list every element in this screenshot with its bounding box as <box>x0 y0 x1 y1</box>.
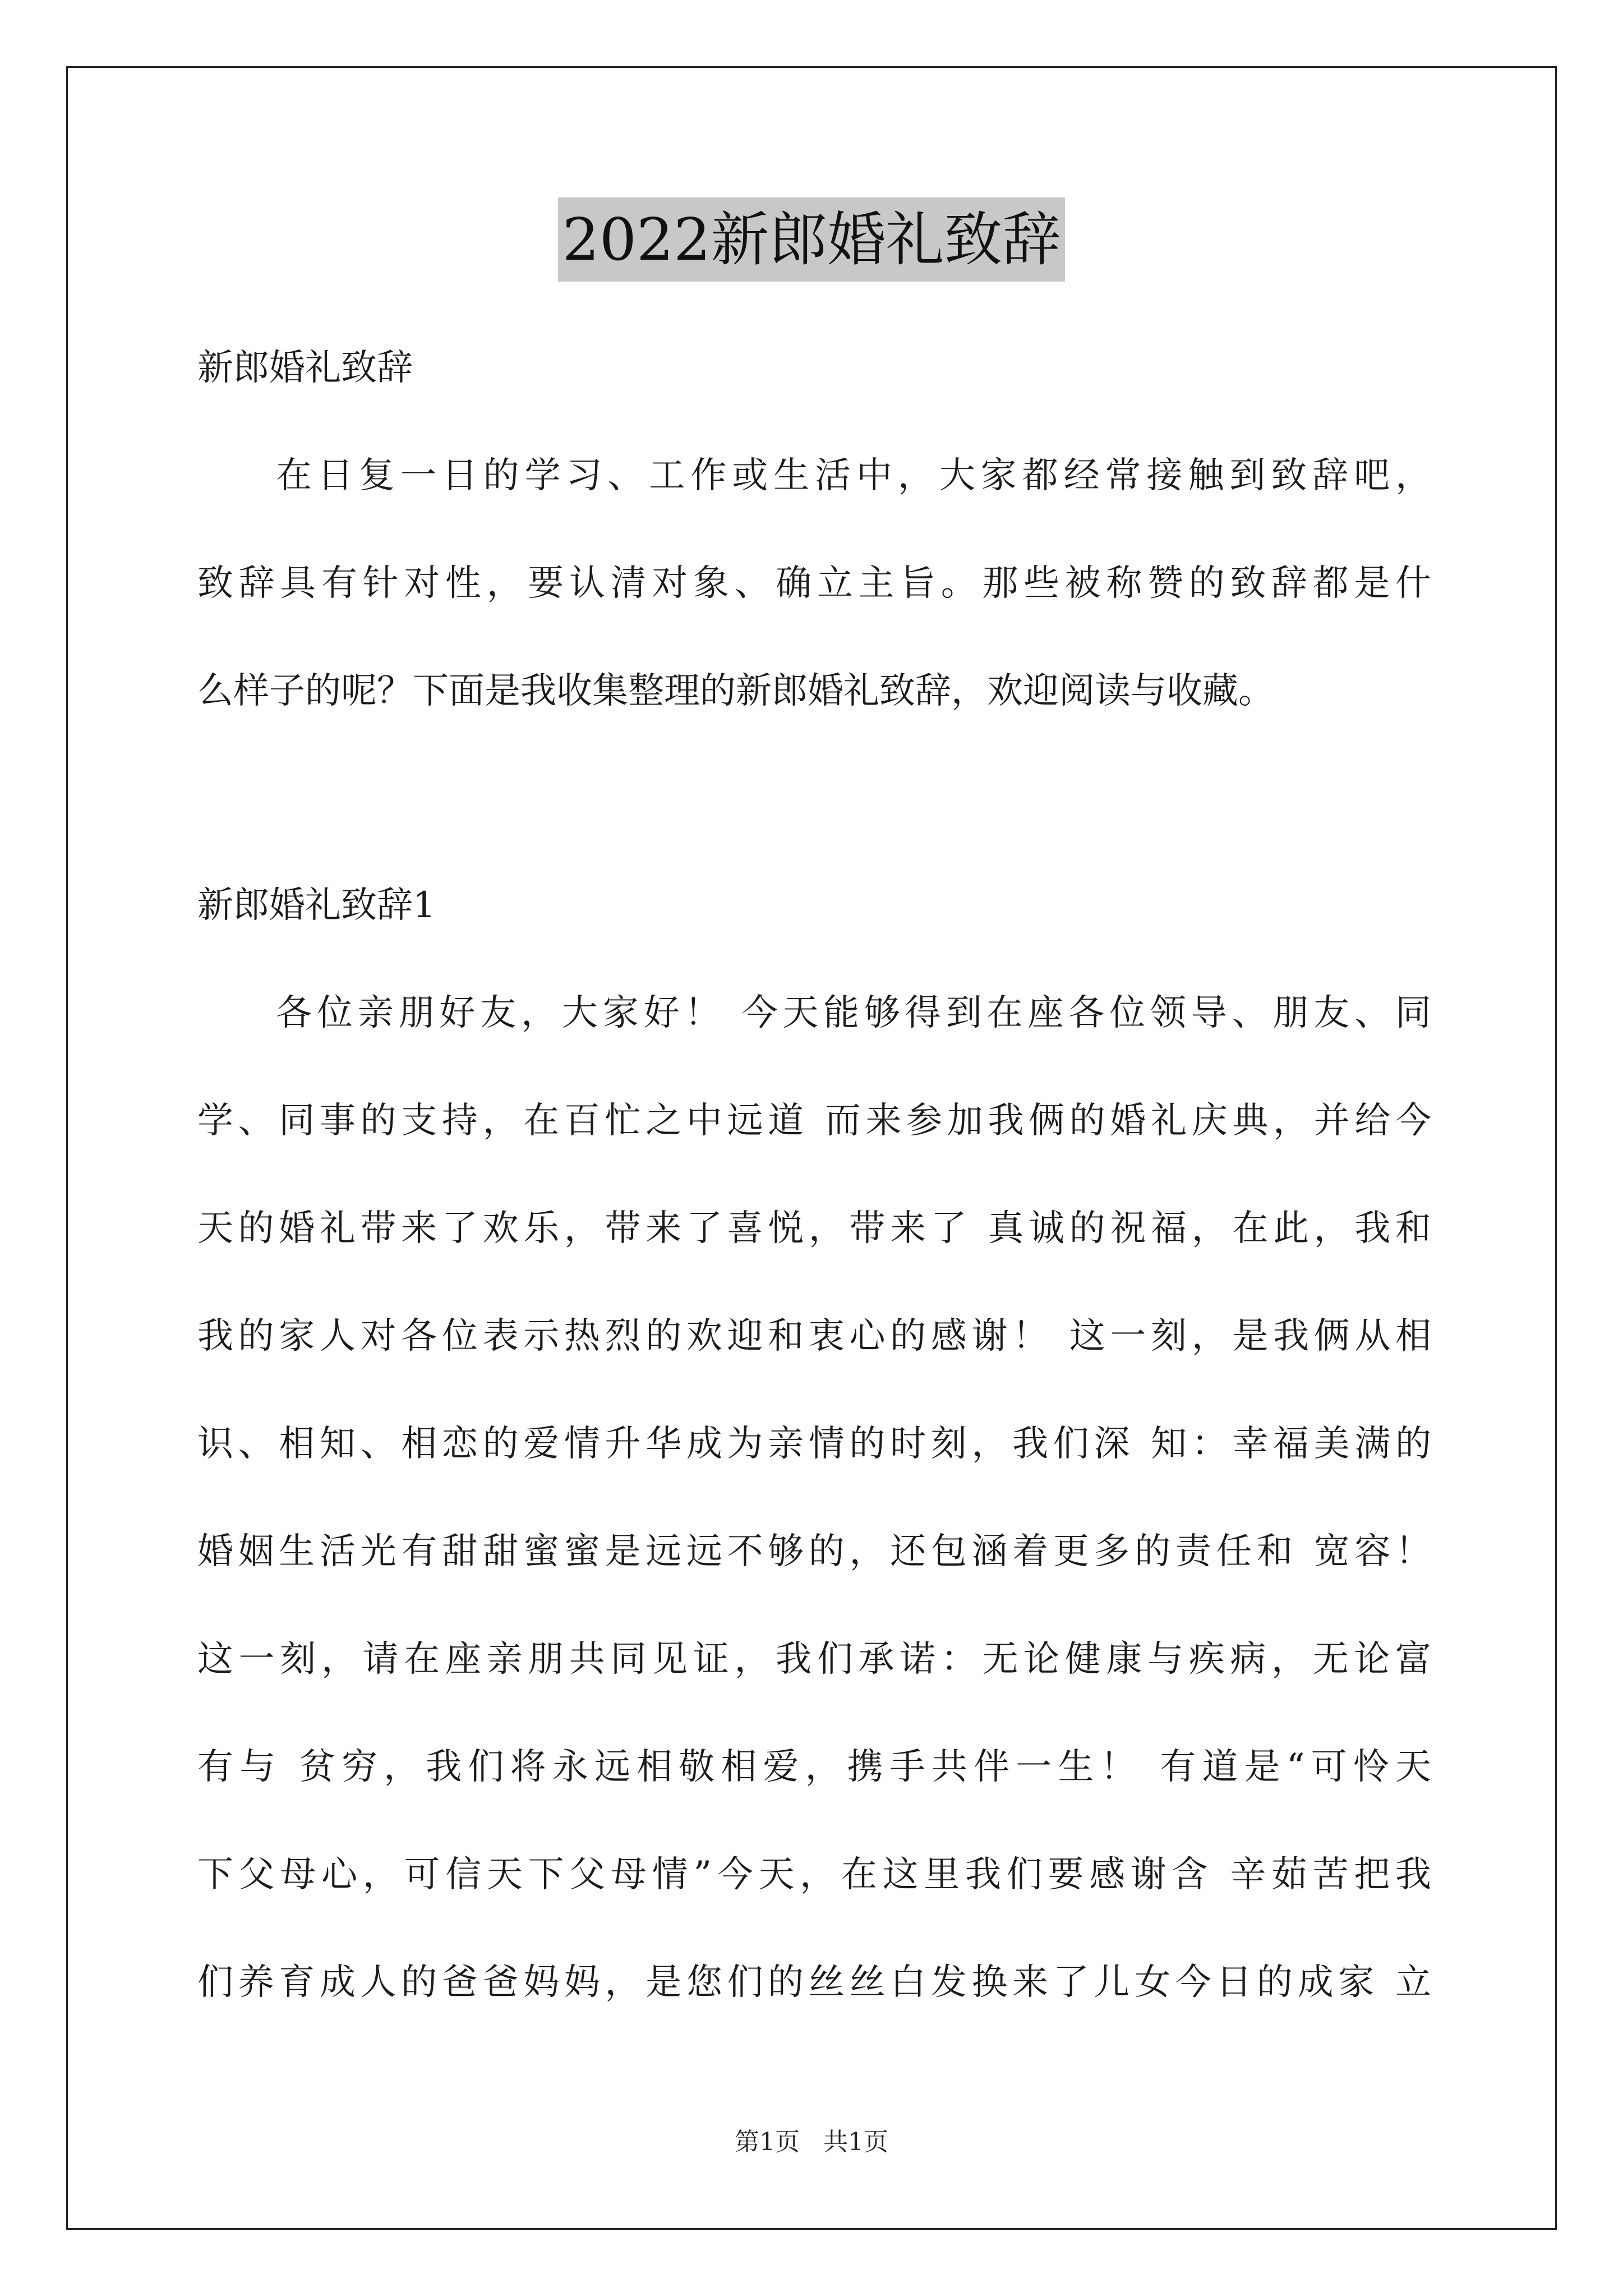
paragraph-line: 识、相知、相恋的爱情升华成为亲情的时刻，我们深 知：幸福美满的 <box>197 1423 1431 1465</box>
section-heading: 新郎婚礼致辞1 <box>197 885 436 926</box>
paragraph-line: 学、同事的支持，在百忙之中远道 而来参加我俩的婚礼庆典，并给今 <box>197 1100 1431 1142</box>
paragraph-line: 婚姻生活光有甜甜蜜蜜是远远不够的，还包涵着更多的责任和 宽容！ <box>197 1531 1431 1572</box>
page-number-total: 共1页 <box>823 2128 888 2156</box>
subtitle: 新郎婚礼致辞 <box>197 347 413 389</box>
paragraph-line: 在日复一日的学习、工作或生活中，大家都经常接触到致辞吧， <box>276 455 1431 496</box>
paragraph-line: 下父母心，可信天下父母情”今天，在这里我们要感谢含 辛茹苦把我 <box>197 1854 1431 1895</box>
paragraph-line: 这一刻，请在座亲朋共同见证，我们承诺：无论健康与疾病，无论富 <box>197 1639 1431 1680</box>
paragraph-line: 天的婚礼带来了欢乐，带来了喜悦，带来了 真诚的祝福，在此，我和 <box>197 1208 1431 1249</box>
paragraph-line: 各位亲朋好友，大家好！ 今天能够得到在座各位领导、朋友、同 <box>276 992 1431 1034</box>
paragraph-line: 们养育成人的爸爸妈妈，是您们的丝丝白发换来了儿女今日的成家 立 <box>197 1962 1431 2003</box>
page-footer <box>0 2122 1623 2157</box>
title-container <box>0 197 1623 282</box>
page-number-current: 第1页 <box>735 2128 800 2156</box>
paragraph-line: 么样子的呢？下面是我收集整理的新郎婚礼致辞，欢迎阅读与收藏。 <box>197 670 1274 712</box>
paragraph-line: 有与 贫穷，我们将永远相敬相爱，携手共伴一生！ 有道是“可怜天 <box>197 1746 1431 1788</box>
page-title: 2022新郎婚礼致辞 <box>558 197 1066 282</box>
document-body <box>197 314 1431 2036</box>
speech-paragraph <box>197 959 1431 2036</box>
intro-paragraph <box>197 422 1431 745</box>
paragraph-line: 我的家人对各位表示热烈的欢迎和衷心的感谢！ 这一刻，是我俩从相 <box>197 1315 1431 1357</box>
spacer <box>197 745 1431 852</box>
paragraph-line: 致辞具有针对性，要认清对象、确立主旨。那些被称赞的致辞都是什 <box>197 563 1431 604</box>
